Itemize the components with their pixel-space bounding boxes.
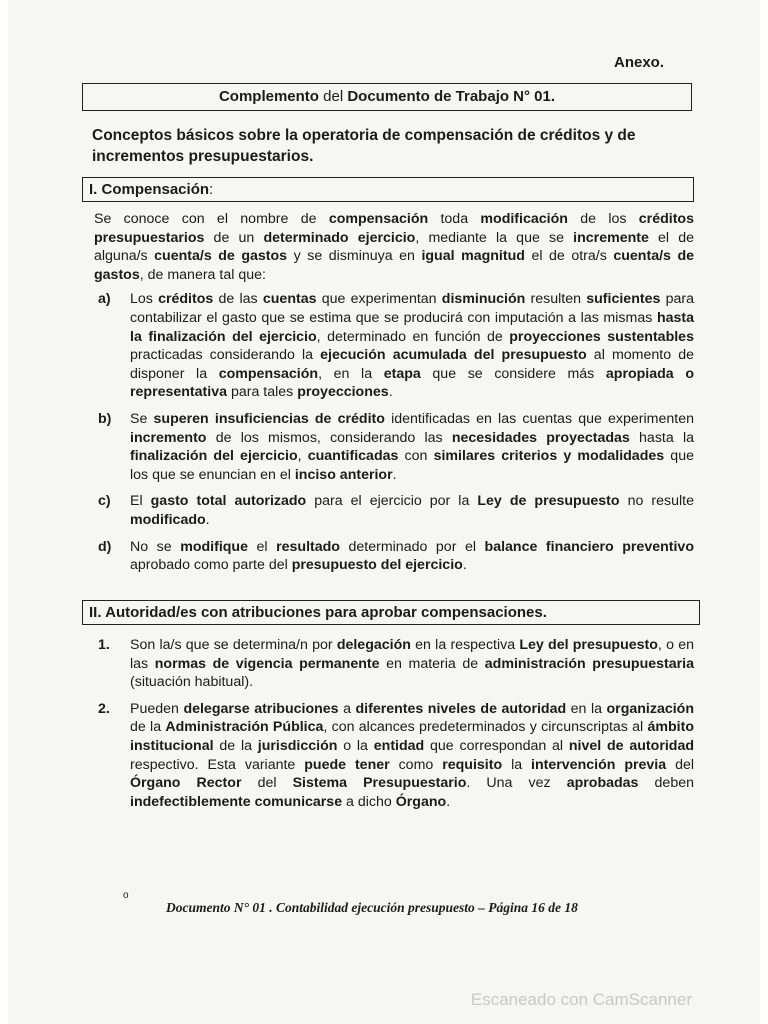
annex-label: Anexo. — [613, 54, 664, 71]
text-run: . Una vez — [466, 775, 567, 792]
text-run: Se — [130, 410, 154, 427]
text-run: a — [338, 700, 356, 717]
list-item — [94, 700, 694, 812]
text-run: de un — [204, 229, 264, 246]
text-run: de la — [213, 737, 258, 754]
bold-term: diferentes niveles de autoridad — [355, 700, 567, 717]
text-run: Se conoce con el nombre de — [94, 211, 329, 227]
text-run: El — [130, 493, 151, 510]
footer-bullet: o — [123, 890, 129, 901]
text-run: determinado por el — [339, 538, 485, 555]
text-run: . — [462, 557, 467, 574]
bold-term: jurisdicción — [257, 737, 338, 754]
bold-term: cuentas — [262, 291, 317, 308]
text-run: para tales — [227, 384, 298, 401]
bold-term: compensación — [218, 365, 319, 382]
text-run: . — [205, 511, 210, 528]
text-run: al momento de disponer la — [130, 347, 694, 382]
scanner-watermark: Escaneado con CamScanner — [470, 990, 692, 1009]
section-1-list — [94, 290, 694, 574]
bold-term: requisito — [442, 756, 503, 773]
bold-term: ejecución acumulada del presupuesto — [320, 347, 587, 364]
bold-term: etapa — [383, 365, 421, 382]
list-item-text — [130, 538, 694, 575]
text-run: . — [388, 384, 393, 401]
bold-term: Órgano Rector — [130, 775, 242, 792]
text-run: No se — [130, 538, 181, 555]
text-run: , determinado en función de — [316, 328, 510, 345]
bold-term: cuenta/s de gastos — [94, 248, 695, 283]
bold-term: proyecciones — [297, 384, 389, 401]
title-part: del — [318, 88, 348, 105]
section-1-heading-box — [82, 177, 694, 202]
text-run: con — [398, 448, 434, 465]
list-item-marker: a) — [98, 291, 111, 308]
section-2-body — [94, 636, 694, 819]
text-run: identificadas en las cuentas que experimenten — [384, 410, 694, 427]
section-1-heading-colon: : — [209, 181, 214, 198]
bold-term: inciso anterior — [294, 466, 393, 483]
bold-term: nivel de autoridad — [568, 737, 695, 754]
text-run: no resulte — [619, 493, 694, 510]
bold-term: presupuesto del ejercicio — [291, 557, 463, 574]
bold-term: modifique — [180, 538, 248, 555]
bold-term: aprobadas — [566, 775, 639, 792]
bold-term: entidad — [373, 737, 425, 754]
text-run: para el ejercicio por la — [306, 493, 478, 510]
text-run: el de alguna/s — [94, 229, 695, 265]
text-run: , mediante la que se — [415, 229, 574, 246]
bold-term: administración presupuestaria — [484, 655, 695, 672]
bold-term: finalización del ejercicio — [130, 448, 298, 465]
list-item — [94, 492, 694, 529]
text-run: de los mismos, considerando las — [206, 429, 452, 446]
text-run: resulten — [525, 291, 587, 308]
topic-heading: Conceptos básicos sobre la operatoria de compensación de créditos y de incrementos presupuestarios. — [92, 127, 636, 165]
bold-term: puede tener — [304, 756, 390, 773]
bold-term: Ley de presupuesto — [477, 493, 620, 510]
bold-term: necesidades proyectadas — [451, 429, 630, 446]
text-run: que los que se enuncian en el — [130, 448, 694, 483]
bold-term: créditos presupuestarios — [94, 211, 694, 246]
text-run: , o en las — [130, 637, 695, 672]
text-run: toda — [428, 211, 481, 227]
bold-term: Ley del presupuesto — [519, 637, 658, 653]
section-2-list — [94, 636, 694, 811]
section-1-heading: I. Compensación — [89, 181, 210, 198]
list-item-marker: c) — [98, 493, 111, 510]
bold-term: igual magnitud — [421, 248, 525, 265]
text-run: de la — [130, 719, 166, 736]
bold-term: hasta la finalización del ejercicio — [130, 309, 694, 345]
bold-term: intervención previa — [531, 756, 667, 773]
bold-term: superen insuficiencias de crédito — [153, 410, 385, 427]
text-run: . — [392, 466, 397, 483]
bold-term: compensación — [328, 211, 429, 227]
list-item-marker: d) — [98, 538, 112, 555]
text-run: o la — [337, 737, 374, 754]
text-run: Son la/s que se determina/n por — [130, 637, 337, 653]
bold-term: Órgano — [395, 793, 447, 810]
text-run: que experimentan — [316, 291, 442, 308]
text-run: y se disminuya en — [287, 248, 422, 265]
text-run: , en la — [318, 365, 384, 382]
list-item-marker: 2. — [98, 700, 110, 717]
text-run: para contabilizar el gasto que se estima que se producirá con imputación a las mismas — [130, 291, 694, 326]
bold-term: créditos — [158, 291, 214, 308]
bold-term: suficientes — [586, 291, 661, 308]
bold-term: similares criterios y modalidades — [433, 448, 665, 465]
text-run: hasta la — [629, 429, 695, 446]
bold-term: cuenta/s de gastos — [154, 248, 288, 265]
text-run: que correspondan al — [424, 737, 569, 754]
bold-term: Administración Pública — [165, 719, 324, 736]
list-item-marker: 1. — [98, 637, 110, 653]
list-item — [94, 538, 694, 575]
text-run: en materia de — [379, 655, 485, 672]
bold-term: incremente — [573, 229, 649, 246]
text-run: de las — [213, 291, 263, 308]
text-run: en la — [566, 700, 607, 717]
section-1-body — [94, 210, 694, 583]
text-run: . — [446, 793, 451, 810]
text-run: el — [247, 538, 277, 555]
document-page — [8, 0, 760, 1024]
bold-term: proyecciones sustentables — [509, 328, 694, 345]
text-run: la — [502, 756, 532, 773]
title-part: Complemento — [218, 88, 319, 105]
bold-term: Sistema Presupuestario — [292, 775, 467, 792]
section-2-heading: II. Autoridad/es con atribuciones para aprobar compensaciones. — [89, 604, 547, 621]
text-run: del — [666, 756, 695, 773]
text-run: que se considere más — [420, 365, 606, 382]
text-run: de los — [567, 211, 639, 227]
text-run: como — [389, 756, 443, 773]
page-footer: Documento N° 01 . Contabilidad ejecución presupuesto – Página 16 de 18 — [166, 900, 578, 915]
bold-term: incremento — [130, 429, 207, 446]
bold-term: delegarse atribuciones — [183, 700, 339, 717]
section-1-intro — [94, 210, 694, 284]
bold-term: cuantificadas — [307, 448, 399, 465]
title-part: Documento de Trabajo N° 01. — [347, 88, 556, 105]
text-run: el de otra/s — [524, 248, 614, 265]
bold-term: normas de vigencia permanente — [154, 655, 380, 672]
list-item-text — [130, 290, 694, 402]
bold-term: gasto total autorizado — [150, 493, 307, 510]
bold-term: indefectiblemente comunicarse — [130, 793, 343, 810]
list-item-text — [130, 410, 694, 484]
text-run: , de manera tal que: — [139, 266, 266, 283]
list-item — [94, 410, 694, 484]
bold-term: delegación — [336, 637, 411, 653]
document-title-box — [82, 83, 692, 111]
list-item-text — [130, 636, 694, 692]
text-run: Pueden — [130, 700, 184, 717]
bold-term: ámbito institucional — [130, 719, 695, 754]
bold-term: modificado — [130, 511, 206, 528]
text-run: deben — [638, 775, 694, 792]
bold-term: disminución — [441, 291, 526, 308]
bold-term: apropiada o representativa — [130, 365, 694, 401]
bold-term: resultado — [276, 538, 340, 555]
text-run: a dicho — [342, 793, 396, 810]
text-run: Los — [130, 291, 159, 308]
text-run: aprobado como parte del — [130, 557, 292, 574]
bold-term: organización — [606, 700, 695, 717]
bold-term: determinado ejercicio — [263, 229, 416, 246]
list-item — [94, 636, 694, 692]
text-run: respectivo. Esta variante — [130, 756, 305, 773]
list-item-text — [130, 492, 694, 529]
text-run: , con alcances predeterminados y circunscriptas al — [323, 719, 648, 736]
text-run: en la respectiva — [410, 637, 520, 653]
list-item — [94, 290, 694, 402]
text-run: , — [297, 448, 308, 465]
section-2-heading-box — [82, 600, 700, 625]
bold-term: modificación — [480, 211, 568, 227]
list-item-text — [130, 700, 694, 812]
text-run: (situación habitual). — [130, 674, 254, 691]
bold-term: balance financiero preventivo — [484, 538, 694, 555]
text-run: del — [241, 775, 293, 792]
text-run: practicadas considerando la — [130, 347, 321, 364]
list-item-marker: b) — [98, 410, 112, 427]
